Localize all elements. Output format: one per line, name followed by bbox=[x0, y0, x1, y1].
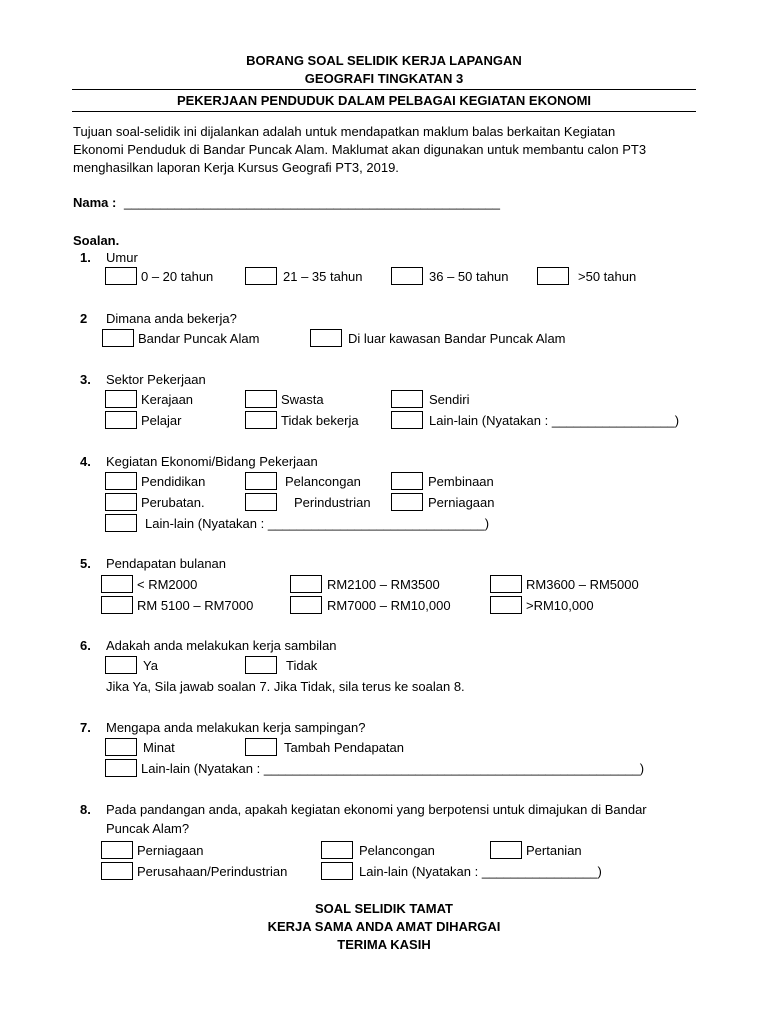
q4-checkbox-2[interactable] bbox=[245, 472, 277, 490]
q4-option-5: Perindustrian bbox=[294, 495, 371, 510]
q7-checkbox-2[interactable] bbox=[245, 738, 277, 756]
q3-option-2: Swasta bbox=[281, 392, 324, 407]
q7-text: Mengapa anda melakukan kerja sampingan? bbox=[106, 720, 366, 735]
q6-number: 6. bbox=[80, 638, 91, 653]
q3-checkbox-6[interactable] bbox=[391, 411, 423, 429]
q7-number: 7. bbox=[80, 720, 91, 735]
q8-checkbox-4[interactable] bbox=[101, 862, 133, 880]
footer-line-3: TERIMA KASIH bbox=[337, 937, 431, 952]
q3-option-6: Lain-lain (Nyatakan : _________________) bbox=[429, 413, 680, 428]
q8-option-3: Pertanian bbox=[526, 843, 582, 858]
q4-checkbox-4[interactable] bbox=[105, 493, 137, 511]
q4-checkbox-7[interactable] bbox=[105, 514, 137, 532]
q5-option-4: RM 5100 – RM7000 bbox=[137, 598, 254, 613]
q1-option-1: 0 – 20 tahun bbox=[141, 269, 214, 284]
q3-option-3: Sendiri bbox=[429, 392, 470, 407]
q1-checkbox-2[interactable] bbox=[245, 267, 277, 285]
q1-checkbox-4[interactable] bbox=[537, 267, 569, 285]
q8-option-1: Perniagaan bbox=[137, 843, 204, 858]
form-subject: GEOGRAFI TINGKATAN 3 bbox=[304, 71, 464, 86]
q6-checkbox-tidak[interactable] bbox=[245, 656, 277, 674]
q7-option-1: Minat bbox=[143, 740, 175, 755]
q2-number: 2 bbox=[80, 311, 88, 326]
q3-checkbox-5[interactable] bbox=[245, 411, 277, 429]
q6-text: Adakah anda melakukan kerja sambilan bbox=[106, 638, 337, 653]
q7-checkbox-1[interactable] bbox=[105, 738, 137, 756]
q5-option-6: >RM10,000 bbox=[526, 598, 594, 613]
intro-line-2: Ekonomi Penduduk di Bandar Puncak Alam. Maklumat akan digunakan untuk membantu calon PT3 bbox=[73, 142, 647, 157]
q8-checkbox-2[interactable] bbox=[321, 841, 353, 859]
q4-option-6: Perniagaan bbox=[428, 495, 495, 510]
q2-option-1: Bandar Puncak Alam bbox=[138, 331, 260, 346]
form-title: BORANG SOAL SELIDIK KERJA LAPANGAN bbox=[246, 53, 522, 68]
q8-text-line-2: Puncak Alam? bbox=[106, 821, 190, 836]
q3-checkbox-3[interactable] bbox=[391, 390, 423, 408]
q5-option-5: RM7000 – RM10,000 bbox=[327, 598, 451, 613]
q4-checkbox-1[interactable] bbox=[105, 472, 137, 490]
q1-option-2: 21 – 35 tahun bbox=[283, 269, 363, 284]
q5-checkbox-4[interactable] bbox=[101, 596, 133, 614]
q8-text-line-1: Pada pandangan anda, apakah kegiatan ekonomi yang berpotensi untuk dimajukan di Bandar bbox=[106, 802, 647, 817]
q2-text: Dimana anda bekerja? bbox=[106, 311, 237, 326]
header-bottom-rule bbox=[72, 111, 696, 112]
q8-option-5: Lain-lain (Nyatakan : ________________) bbox=[359, 864, 602, 879]
q1-option-4: >50 tahun bbox=[578, 269, 637, 284]
q1-number: 1. bbox=[80, 250, 91, 265]
q3-number: 3. bbox=[80, 372, 91, 387]
q5-checkbox-3[interactable] bbox=[490, 575, 522, 593]
q4-option-4: Perubatan. bbox=[141, 495, 205, 510]
q2-option-2: Di luar kawasan Bandar Puncak Alam bbox=[348, 331, 566, 346]
footer-line-2: KERJA SAMA ANDA AMAT DIHARGAI bbox=[267, 919, 501, 934]
q8-checkbox-5[interactable] bbox=[321, 862, 353, 880]
q7-checkbox-3[interactable] bbox=[105, 759, 137, 777]
q4-option-1: Pendidikan bbox=[141, 474, 206, 489]
section-label: Soalan. bbox=[73, 233, 120, 248]
q6-instruction: Jika Ya, Sila jawab soalan 7. Jika Tidak, sila terus ke soalan 8. bbox=[106, 679, 465, 694]
q5-checkbox-2[interactable] bbox=[290, 575, 322, 593]
q5-option-2: RM2100 – RM3500 bbox=[327, 577, 440, 592]
form-topic: PEKERJAAN PENDUDUK DALAM PELBAGAI KEGIATAN EKONOMI bbox=[176, 93, 592, 108]
q3-text: Sektor Pekerjaan bbox=[106, 372, 206, 387]
q3-checkbox-2[interactable] bbox=[245, 390, 277, 408]
q5-text: Pendapatan bulanan bbox=[106, 556, 227, 571]
q1-checkbox-1[interactable] bbox=[105, 267, 137, 285]
q4-option-7: Lain-lain (Nyatakan : ______________________________) bbox=[145, 516, 490, 531]
header-top-rule bbox=[72, 89, 696, 90]
q1-checkbox-3[interactable] bbox=[391, 267, 423, 285]
q8-option-4: Perusahaan/Perindustrian bbox=[137, 864, 288, 879]
q3-option-4: Pelajar bbox=[141, 413, 182, 428]
q3-option-1: Kerajaan bbox=[141, 392, 194, 407]
q4-option-2: Pelancongan bbox=[285, 474, 361, 489]
q4-text: Kegiatan Ekonomi/Bidang Pekerjaan bbox=[106, 454, 318, 469]
q5-option-1: < RM2000 bbox=[137, 577, 198, 592]
q6-option-ya: Ya bbox=[143, 658, 158, 673]
intro-line-1: Tujuan soal-selidik ini dijalankan adalah untuk mendapatkan maklum balas berkaitan Kegiatan bbox=[73, 124, 616, 139]
q7-option-2: Tambah Pendapatan bbox=[284, 740, 404, 755]
q5-option-3: RM3600 – RM5000 bbox=[526, 577, 639, 592]
q8-option-2: Pelancongan bbox=[359, 843, 435, 858]
q4-option-3: Pembinaan bbox=[428, 474, 494, 489]
q5-checkbox-5[interactable] bbox=[290, 596, 322, 614]
q3-option-5: Tidak bekerja bbox=[281, 413, 359, 428]
q6-checkbox-ya[interactable] bbox=[105, 656, 137, 674]
q2-checkbox-1[interactable] bbox=[102, 329, 134, 347]
q8-checkbox-1[interactable] bbox=[101, 841, 133, 859]
q5-checkbox-1[interactable] bbox=[101, 575, 133, 593]
q4-checkbox-6[interactable] bbox=[391, 493, 423, 511]
q7-option-3: Lain-lain (Nyatakan : ____________________________________________________) bbox=[141, 761, 645, 776]
q4-number: 4. bbox=[80, 454, 91, 469]
q3-checkbox-1[interactable] bbox=[105, 390, 137, 408]
q1-option-3: 36 – 50 tahun bbox=[429, 269, 509, 284]
q4-checkbox-3[interactable] bbox=[391, 472, 423, 490]
q1-text: Umur bbox=[106, 250, 138, 265]
q6-option-tidak: Tidak bbox=[286, 658, 318, 673]
q5-checkbox-6[interactable] bbox=[490, 596, 522, 614]
q8-checkbox-3[interactable] bbox=[490, 841, 522, 859]
footer-line-1: SOAL SELIDIK TAMAT bbox=[315, 901, 453, 916]
intro-line-3: menghasilkan laporan Kerja Kursus Geografi PT3, 2019. bbox=[73, 160, 399, 175]
q3-checkbox-4[interactable] bbox=[105, 411, 137, 429]
name-label: Nama : bbox=[73, 195, 117, 210]
q5-number: 5. bbox=[80, 556, 91, 571]
q8-number: 8. bbox=[80, 802, 91, 817]
q2-checkbox-2[interactable] bbox=[310, 329, 342, 347]
q4-checkbox-5[interactable] bbox=[245, 493, 277, 511]
name-field[interactable]: ____________________________________________________ bbox=[124, 195, 500, 210]
